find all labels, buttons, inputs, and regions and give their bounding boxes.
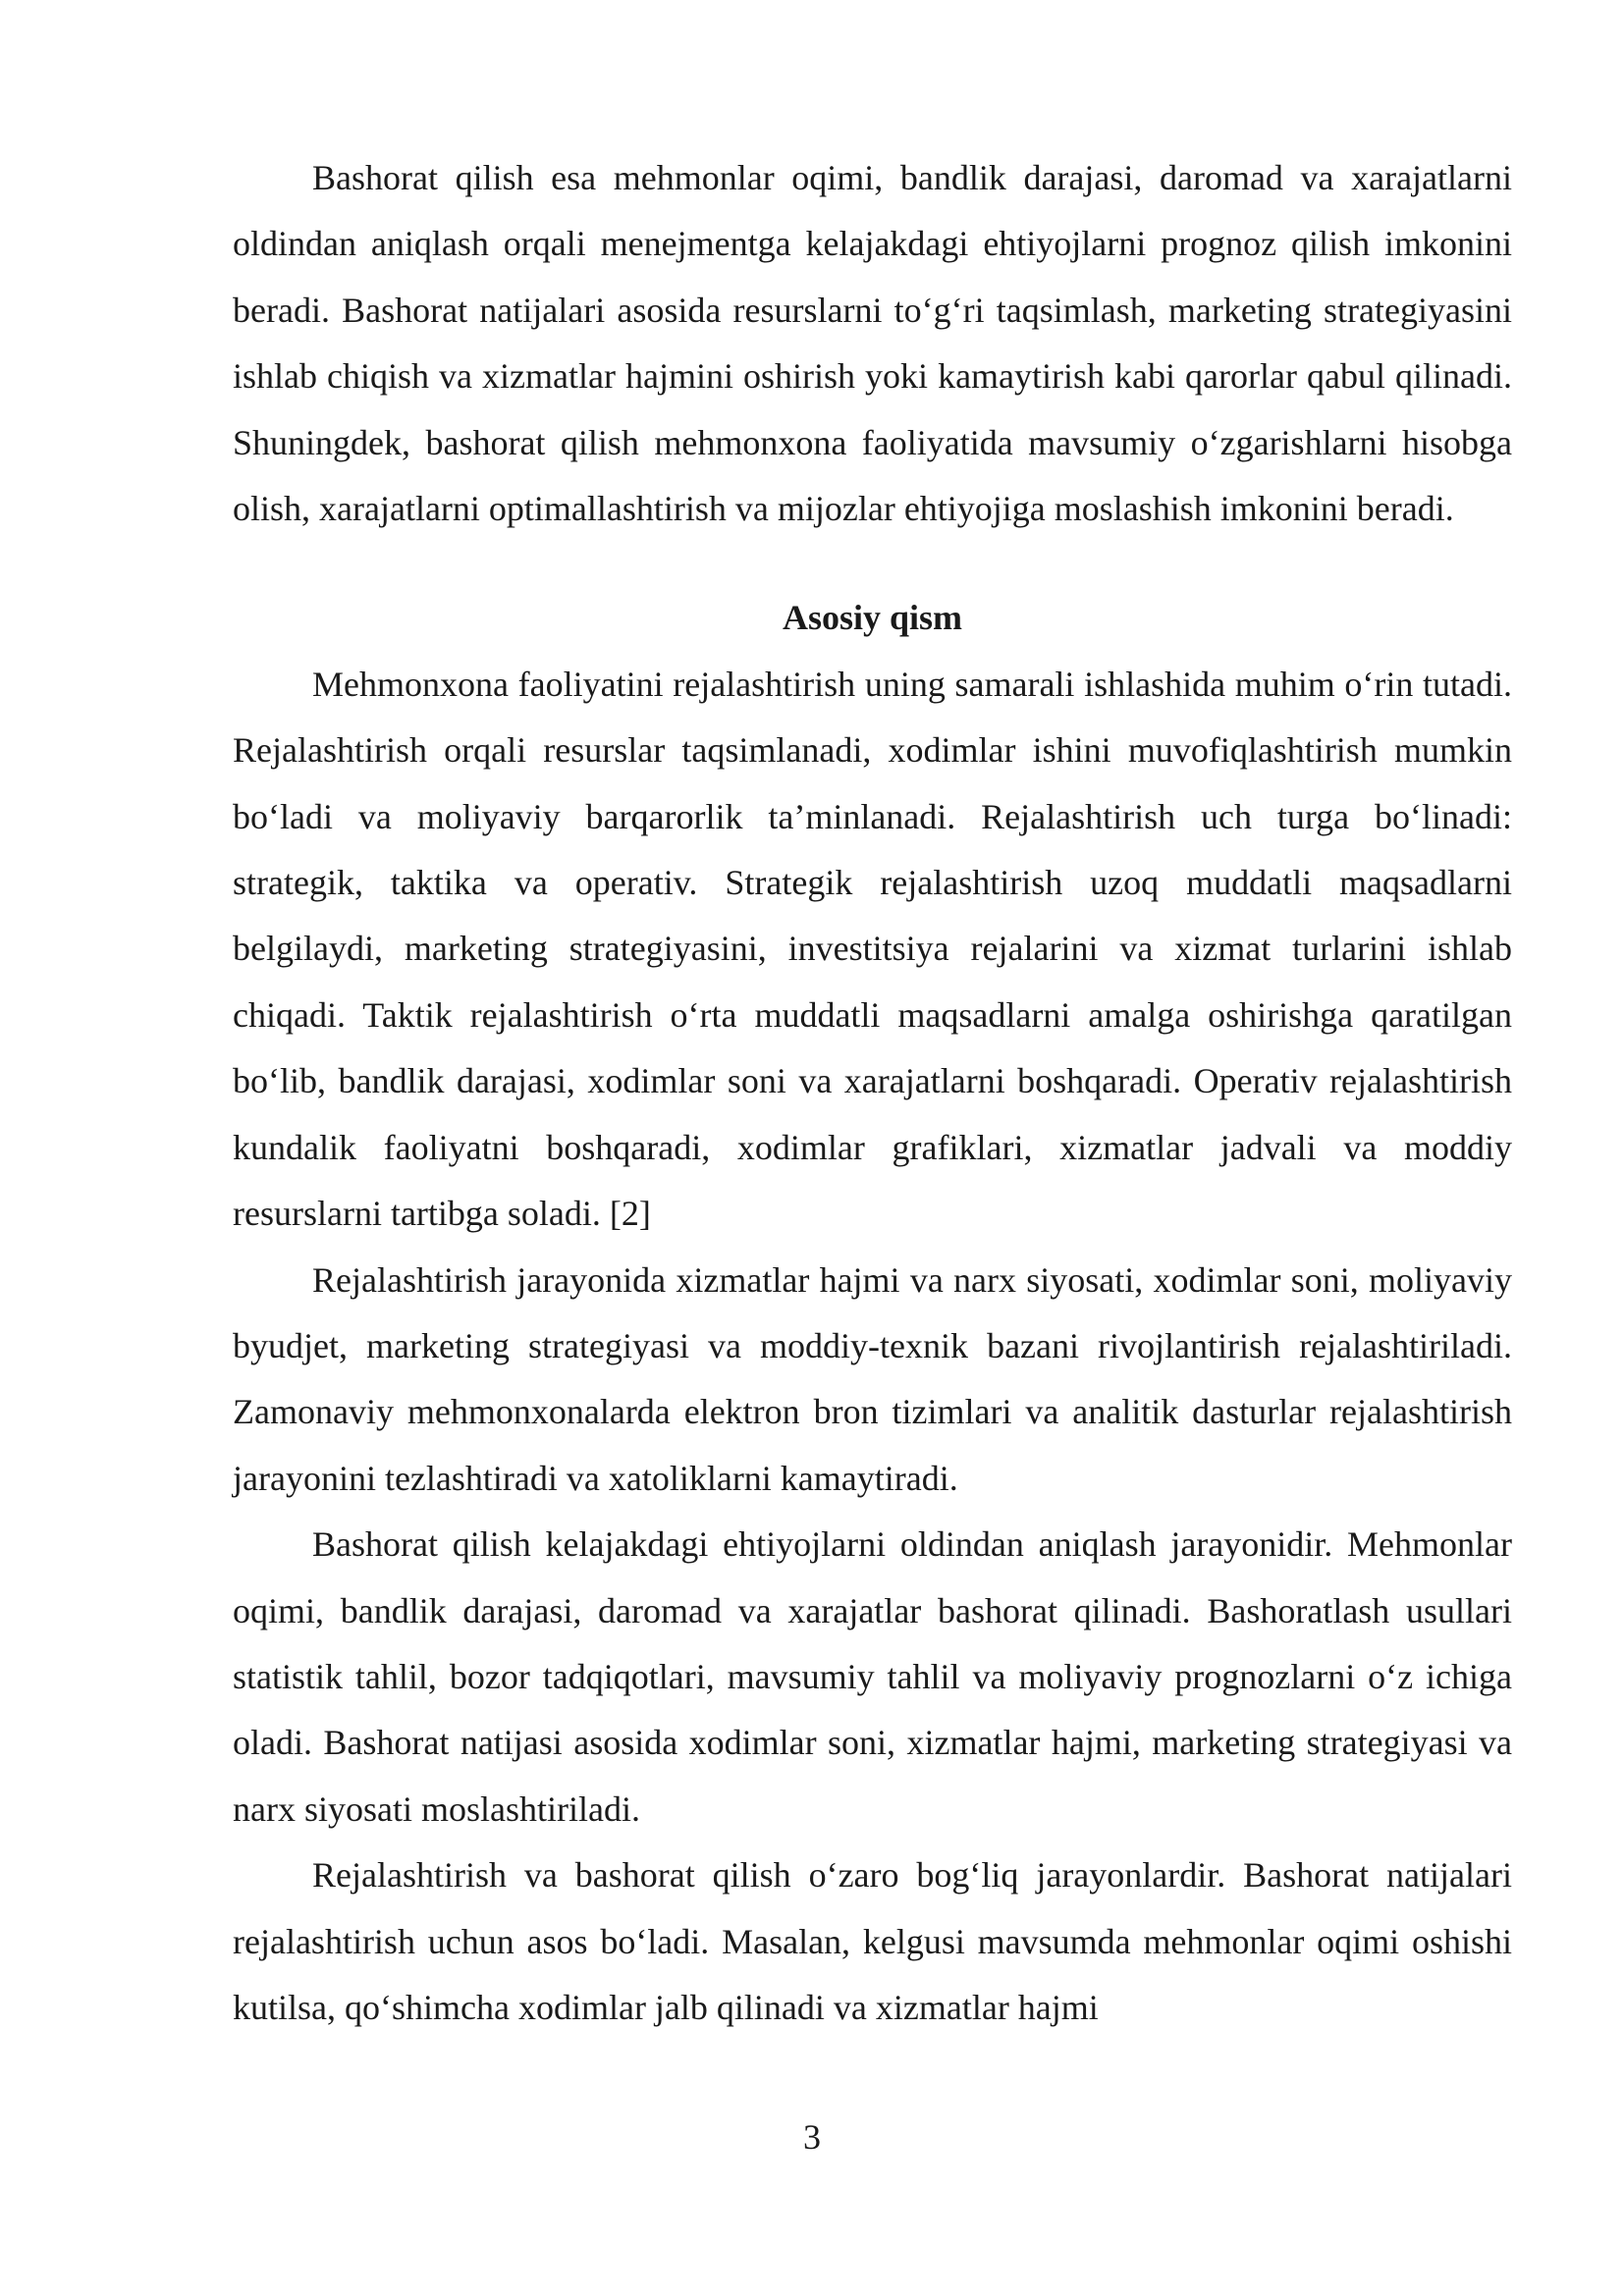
page-number: 3 [803, 2117, 821, 2157]
intro-paragraph: Bashorat qilish esa mehmonlar oqimi, bandlik darajasi, daromad va xarajatlarni oldindan aniqlash orqali menejmentga kelajakdagi ehtiyojlarni prognoz qilish imkonini beradi. Bashorat natijalari asosida resurslarni to‘g‘ri taqsimlash, marketing strategiyasini ishlab chiqish va xizmatlar hajmini oshirish yoki kamaytirish kabi qarorlar qabul qilinadi. Shuningdek, bashorat qilish mehmonxona faoliyatida mavsumiy o‘zgarishlarni hisobga olish, xarajatlarni optimallashtirish va mijozlar ehtiyojiga moslashish imkonini beradi. [233, 158, 1512, 529]
page-body [233, 145, 1512, 2041]
body-paragraph-relationship: Rejalashtirish va bashorat qilish o‘zaro bog‘liq jarayonlardir. Bashorat natijalari rejalashtirish uchun asos bo‘ladi. Masalan, kelgusi mavsumda mehmonlar oqimi oshishi kutilsa, qo‘shimcha xodimlar jalb qilinadi va xizmatlar hajmi [233, 1855, 1512, 2027]
section-heading: Asosiy qism [782, 598, 963, 638]
body-paragraph-planning-process: Rejalashtirish jarayonida xizmatlar hajmi va narx siyosati, xodimlar soni, moliyaviy byudjet, marketing strategiyasi va moddiy-texnik bazani rivojlantirish rejalashtiriladi. Zamonaviy mehmonxonalarda elektron bron tizimlari va analitik dasturlar rejalashtirish jarayonini tezlashtiradi va xatoliklarni kamaytiradi. [233, 1259, 1512, 1498]
body-paragraph-forecasting: Bashorat qilish kelajakdagi ehtiyojlarni oldindan aniqlash jarayonidir. Mehmonlar oqimi, bandlik darajasi, daromad va xarajatlar bashorat qilinadi. Bashoratlash usullari statistik tahlil, bozor tadqiqotlari, mavsumiy tahlil va moliyaviy prognozlarni o‘z ichiga oladi. Bashorat natijasi asosida xodimlar soni, xizmatlar hajmi, marketing strategiyasi va narx siyosati moslashtiriladi. [233, 1524, 1512, 1829]
body-paragraph-planning: Mehmonxona faoliyatini rejalashtirish uning samarali ishlashida muhim o‘rin tutadi. Rejalashtirish orqali resurslar taqsimlanadi, xodimlar ishini muvofiqlashtirish mumkin bo‘ladi va moliyaviy barqarorlik ta’minlanadi. Rejalashtirish uch turga bo‘linadi: strategik, taktika va operativ. Strategik rejalashtirish uzoq muddatli maqsadlarni belgilaydi, marketing strategiyasini, investitsiya rejalarini va xizmat turlarini ishlab chiqadi. Taktik rejalashtirish o‘rta muddatli maqsadlarni amalga oshirishga qaratilgan bo‘lib, bandlik darajasi, xodimlar soni va xarajatlarni boshqaradi. Operativ rejalashtirish kundalik faoliyatni boshqaradi, xodimlar grafiklari, xizmatlar jadvali va moddiy resurslarni tartibga soladi. [2] [233, 664, 1512, 1234]
